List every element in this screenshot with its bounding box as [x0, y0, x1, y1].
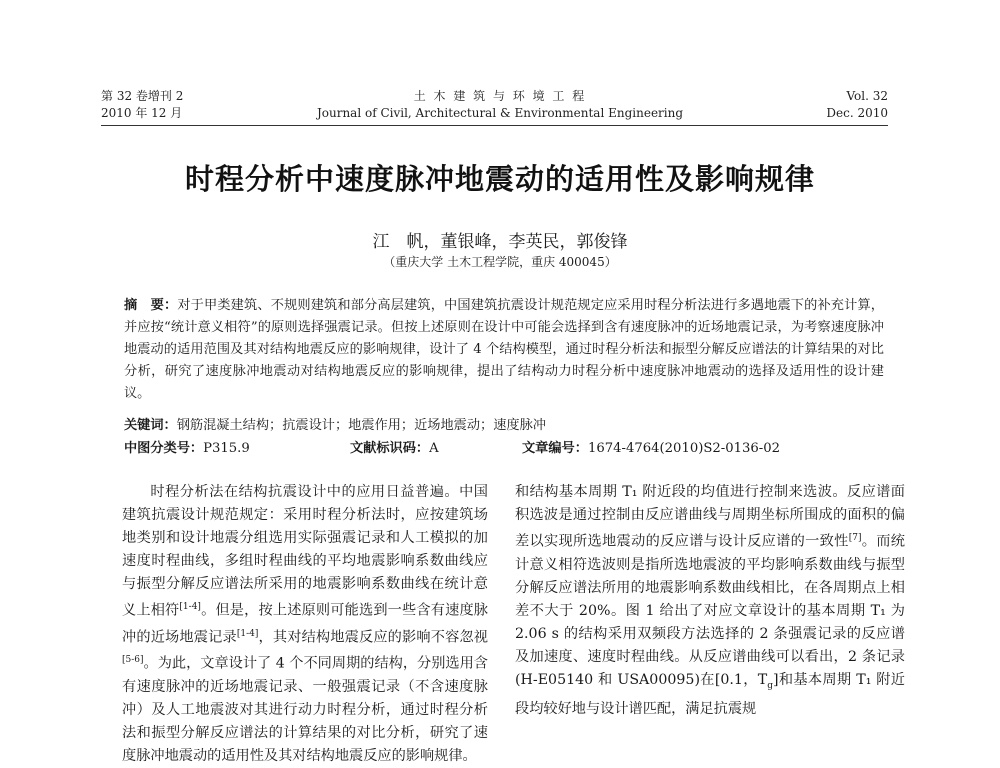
keywords-label: 关键词：: [124, 418, 177, 433]
body-text: 和结构基本周期 T₁ 附近段的均值进行控制来选波。反应谱面积选波是通过控制由反应谱曲线与周期坐标所围成的面积的偏差以实现所选地震动的反应谱与设计反应谱的一致性: [515, 484, 905, 550]
body-column-left: [122, 481, 488, 768]
volume-english: Vol. 32: [846, 89, 888, 103]
journal-name-chinese: 土 木 建 筑 与 环 境 工 程: [413, 89, 587, 103]
body-text: 。而统计意义相符选波则是指所选地震波的平均影响系数曲线与振型分解反应谱法所用的地震影响系数曲线相比，在各周期点上相差不大于 20%。图 1 给出了对应文章设计的基本周期 T₁ 为 2.06 s 的结构采用双频段方法选择的 2 条强震记录的反应谱及加速度、速度时程曲线。从反应谱曲线可以看出，2 条记录(H-E05140 和 USA00095)在[0.1，T: [515, 533, 905, 688]
article-title: 时程分析中速度脉冲地震动的适用性及影响规律: [184, 162, 815, 196]
citation: [1-4]: [236, 628, 259, 639]
doc-code-value: A: [429, 441, 439, 456]
clc-value: P315.9: [203, 441, 250, 456]
body-text: ，其对结构地震反应的影响不容忽视: [258, 629, 488, 646]
keywords: [124, 415, 884, 437]
abstract-label: 摘 要：: [124, 298, 178, 313]
abstract: [124, 295, 884, 405]
article-number-label: 文章编号：: [522, 441, 588, 456]
author-affiliation: （重庆大学 土木工程学院，重庆 400045）: [383, 255, 617, 269]
citation: [1-4]: [179, 602, 201, 612]
journal-name: [270, 88, 730, 122]
date-english: Dec. 2010: [826, 106, 888, 120]
header-rule: [101, 125, 888, 126]
article-number: [522, 438, 780, 460]
abstract-text: 对于甲类建筑、不规则建筑和部分高层建筑，中国建筑抗震设计规范规定应采用时程分析法进行多遇地震下的补充计算，并应按“统计意义相符”的原则选择强震记录。但按上述原则在设计中可能会选择到含有速度脉冲的近场地震记录，为考察速度脉冲地震动的适用范围及其对结构地震反应的影响规律，设计了 4 个结构模型，通过时程分析法和振型分解反应谱法的计算结果的对比分析，研究了速度脉冲地震动对结构地震反应的影响规律，提出了结构动力时程分析中速度脉冲地震动的选择及适用性的设计建议。: [124, 298, 884, 401]
doc-code-label: 文献标识码：: [350, 441, 430, 456]
body-column-right: [515, 481, 905, 721]
clc-label: 中图分类号：: [124, 441, 204, 456]
body-text: ]和基本周期 T₁ 附近段均较好地与设计谱匹配，满足抗震规: [515, 671, 905, 717]
body-text: 时程分析法在结构抗震设计中的应用日益普遍。中国建筑抗震设计规范规定：采用时程分析法时，应按建筑场地类别和设计地震分组选用实际强震记录和人工模拟的加速度时程曲线，多组时程曲线的平均地震影响系数曲线应与振型分解反应谱法所采用的地震影响系数曲线在统计意义上相符: [122, 484, 488, 619]
citation: [7]: [848, 533, 862, 543]
doc-code: [350, 438, 439, 460]
body-text: 。但是，按上述原则可能选到一些含有速度脉冲的近场地震记录: [122, 602, 488, 646]
body-paragraph: [122, 481, 488, 768]
article-authors: 江 帆，董银峰，李英民，郭俊锋: [372, 232, 628, 252]
article-number-value: 1674-4764(2010)S2-0136-02: [587, 441, 781, 456]
journal-volume-english: [826, 88, 888, 122]
journal-volume-info: [101, 88, 183, 122]
citation: [5-6]: [122, 655, 144, 666]
volume-issue: 第 32 卷增刊 2: [101, 89, 184, 103]
body-text: 。为此，文章设计了 4 个不同周期的结构，分别选用含有速度脉冲的近场地震记录、一般强震记录（不含速度脉冲）及人工地震波对其进行动力时程分析，通过时程分析法和振型分解反应谱法的计算结果的对比分析，研究了速度脉冲地震动的适用性及其对结构地震反应的影响规律。: [122, 656, 488, 765]
issue-date: 2010 年 12 月: [101, 106, 183, 120]
clc-number: [124, 438, 250, 460]
journal-name-english: Journal of Civil, Architectural & Environmental Engineering: [316, 106, 684, 120]
subscript: g: [767, 680, 773, 691]
body-paragraph: [515, 481, 905, 721]
keywords-text: 钢筋混凝土结构；抗震设计；地震作用；近场地震动；速度脉冲: [176, 418, 546, 433]
